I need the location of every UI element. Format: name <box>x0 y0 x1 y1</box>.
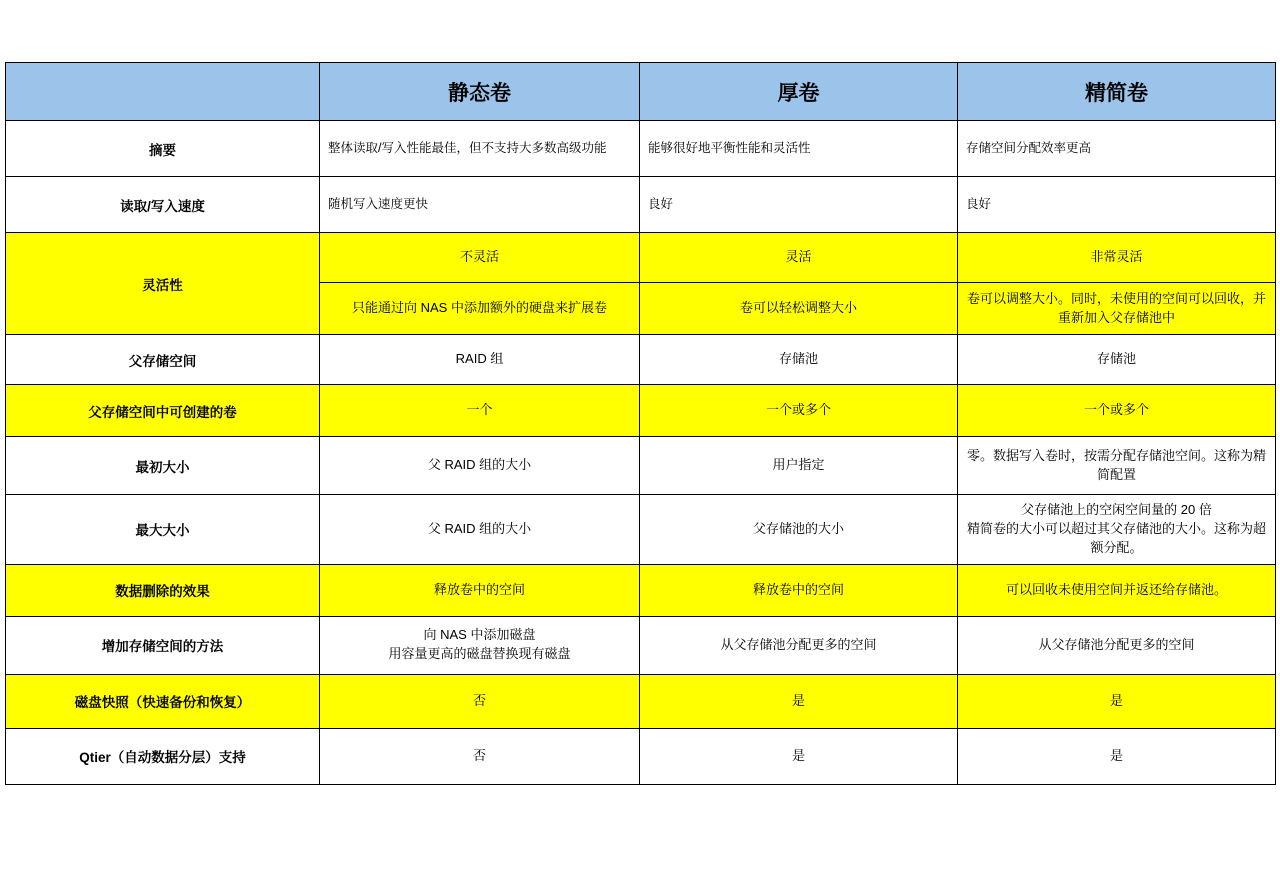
cell-parent-thin: 存储池 <box>958 335 1276 385</box>
row-label-snapshot: 磁盘快照（快速备份和恢复） <box>6 674 320 728</box>
cell-snapshot-static: 否 <box>320 674 640 728</box>
cell-volumes-static: 一个 <box>320 385 640 437</box>
cell-qtier-thin: 是 <box>958 728 1276 784</box>
cell-flexibility-thick: 灵活 <box>640 233 958 283</box>
cell-qtier-thick: 是 <box>640 728 958 784</box>
cell-delete-thin: 可以回收未使用空间并返还给存储池。 <box>958 564 1276 616</box>
table-row <box>6 495 1276 565</box>
table-row <box>6 335 1276 385</box>
cell-qtier-static: 否 <box>320 728 640 784</box>
cell-initial-thick: 用户指定 <box>640 437 958 495</box>
table-row <box>6 233 1276 283</box>
table-header-row <box>6 63 1276 121</box>
cell-flexibility-detail-thin: 卷可以调整大小。同时，未使用的空间可以回收，并重新加入父存储池中 <box>958 283 1276 335</box>
table-row <box>6 121 1276 177</box>
cell-speed-thin: 良好 <box>958 177 1276 233</box>
cell-delete-thick: 释放卷中的空间 <box>640 564 958 616</box>
cell-max-thick: 父存储池的大小 <box>640 495 958 565</box>
cell-delete-static: 释放卷中的空间 <box>320 564 640 616</box>
cell-speed-thick: 良好 <box>640 177 958 233</box>
row-label-max-size: 最大大小 <box>6 495 320 565</box>
row-label-flexibility: 灵活性 <box>6 233 320 335</box>
table-row <box>6 177 1276 233</box>
row-label-summary: 摘要 <box>6 121 320 177</box>
row-label-add-storage: 增加存储空间的方法 <box>6 616 320 674</box>
cell-summary-thin: 存储空间分配效率更高 <box>958 121 1276 177</box>
header-cell-blank <box>6 63 320 121</box>
cell-flexibility-thin: 非常灵活 <box>958 233 1276 283</box>
cell-snapshot-thin: 是 <box>958 674 1276 728</box>
cell-parent-thick: 存储池 <box>640 335 958 385</box>
cell-max-static: 父 RAID 组的大小 <box>320 495 640 565</box>
cell-summary-static: 整体读取/写入性能最佳，但不支持大多数高级功能 <box>320 121 640 177</box>
cell-flexibility-static: 不灵活 <box>320 233 640 283</box>
cell-max-thin: 父存储池上的空闲空间量的 20 倍 精简卷的大小可以超过其父存储池的大小。这称为超额分配。 <box>958 495 1276 565</box>
table-row <box>6 564 1276 616</box>
volume-comparison-table <box>5 62 1276 785</box>
cell-initial-static: 父 RAID 组的大小 <box>320 437 640 495</box>
cell-add-thin: 从父存储池分配更多的空间 <box>958 616 1276 674</box>
cell-add-thick: 从父存储池分配更多的空间 <box>640 616 958 674</box>
row-label-read-write-speed: 读取/写入速度 <box>6 177 320 233</box>
cell-volumes-thin: 一个或多个 <box>958 385 1276 437</box>
row-label-initial-size: 最初大小 <box>6 437 320 495</box>
row-label-volumes-per-parent: 父存储空间中可创建的卷 <box>6 385 320 437</box>
cell-flexibility-detail-thick: 卷可以轻松调整大小 <box>640 283 958 335</box>
row-label-delete-effect: 数据删除的效果 <box>6 564 320 616</box>
table-row <box>6 385 1276 437</box>
row-label-parent-storage: 父存储空间 <box>6 335 320 385</box>
cell-summary-thick: 能够很好地平衡性能和灵活性 <box>640 121 958 177</box>
table-row <box>6 616 1276 674</box>
cell-add-static: 向 NAS 中添加磁盘 用容量更高的磁盘替换现有磁盘 <box>320 616 640 674</box>
header-cell-thick-volume: 厚卷 <box>640 63 958 121</box>
table-row <box>6 437 1276 495</box>
cell-flexibility-detail-static: 只能通过向 NAS 中添加额外的硬盘来扩展卷 <box>320 283 640 335</box>
cell-snapshot-thick: 是 <box>640 674 958 728</box>
cell-parent-static: RAID 组 <box>320 335 640 385</box>
table-row <box>6 728 1276 784</box>
header-cell-static-volume: 静态卷 <box>320 63 640 121</box>
cell-volumes-thick: 一个或多个 <box>640 385 958 437</box>
row-label-qtier: Qtier（自动数据分层）支持 <box>6 728 320 784</box>
header-cell-thin-volume: 精简卷 <box>958 63 1276 121</box>
cell-speed-static: 随机写入速度更快 <box>320 177 640 233</box>
table-row <box>6 674 1276 728</box>
cell-initial-thin: 零。数据写入卷时，按需分配存储池空间。这称为精简配置 <box>958 437 1276 495</box>
